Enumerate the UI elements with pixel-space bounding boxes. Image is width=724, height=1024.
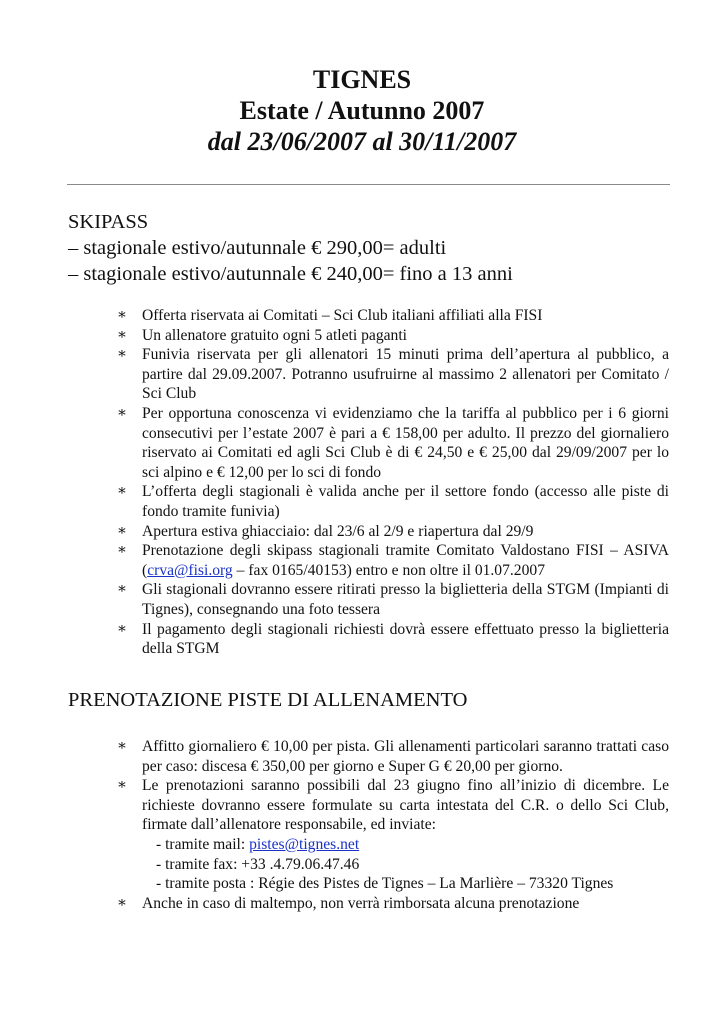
list-item: ∗ Un allenatore gratuito ogni 5 atleti paganti	[112, 326, 669, 346]
list-item: ∗ Per opportuna conoscenza vi evidenziamo che la tariffa al pubblico per i 6 giorni consecutivi per l’estate 2007 è pari a € 158,00 per adulto. Il prezzo del giornaliero riservato ai Comitati ed agli Sci Club è di € 24,50 e € 25,00 dal 29/09/2007 per lo sci alpino e € 12,00 per lo sci di fondo	[112, 404, 669, 482]
title-line-3: dal 23/06/2007 al 30/11/2007	[207, 127, 517, 156]
asterisk-bullet-icon: ∗	[116, 404, 128, 421]
asterisk-bullet-icon: ∗	[116, 620, 128, 637]
list-item: ∗ Offerta riservata ai Comitati – Sci Club italiani affiliati alla FISI	[112, 306, 669, 326]
list-item: ∗ Apertura estiva ghiacciaio: dal 23/6 al 2/9 e riapertura dal 29/9	[112, 522, 669, 542]
asterisk-bullet-icon: ∗	[116, 738, 128, 754]
contact-post-line: - tramite posta : Régie des Pistes de Tignes – La Marlière – 73320 Tignes	[156, 875, 614, 893]
list-item: ∗ Anche in caso di maltempo, non verrà rimborsata alcuna prenotazione	[112, 894, 669, 914]
asterisk-bullet-icon: ∗	[116, 346, 128, 363]
horizontal-divider	[67, 184, 670, 185]
list-item: ∗ Funivia riservata per gli allenatori 15 minuti prima dell’apertura al pubblico, a partire dal 29.09.2007. Potranno usufruirne al massimo 2 allenatori per Comitato / Sci Club	[112, 345, 669, 404]
list-item: ∗ Prenotazione degli skipass stagionali tramite Comitato Valdostano FISI – ASIVA (crva@fisi.org – fax 0165/40153) entro e non oltre il 01.07.2007	[112, 541, 669, 580]
asterisk-bullet-icon: ∗	[116, 581, 128, 598]
skipass-conditions-list	[112, 306, 669, 659]
asterisk-bullet-icon: ∗	[116, 522, 128, 539]
asterisk-bullet-icon: ∗	[116, 542, 128, 559]
title-line-2: Estate / Autunno 2007	[239, 96, 485, 125]
list-item: ∗ L’offerta degli stagionali è valida anche per il settore fondo (accesso alle piste di fondo tramite funivia)	[112, 482, 669, 521]
email-link-pistes[interactable]: pistes@tignes.net	[249, 835, 360, 853]
document-title	[0, 64, 724, 158]
skipass-price-adults: – stagionale estivo/autunnale € 290,00= adulti	[68, 237, 447, 259]
section-heading-piste: PRENOTAZIONE PISTE DI ALLENAMENTO	[68, 689, 468, 711]
piste-conditions-list	[112, 737, 669, 913]
list-item: ∗ Affitto giornaliero € 10,00 per pista. Gli allenamenti particolari saranno trattati caso per caso: discesa € 350,00 per giorno e Super G € 20,00 per giorno.	[112, 737, 669, 776]
email-link-crva[interactable]: crva@fisi.org	[147, 561, 233, 579]
title-line-1: TIGNES	[312, 65, 412, 94]
list-item: ∗ Gli stagionali dovranno essere ritirati presso la biglietteria della STGM (Impianti di Tignes), consegnando una foto tessera	[112, 580, 669, 619]
asterisk-bullet-icon: ∗	[116, 483, 128, 500]
contact-mail-line: - tramite mail: pistes@tignes.net	[156, 835, 360, 853]
contact-fax-line: - tramite fax: +33 .4.79.06.47.46	[156, 855, 360, 873]
asterisk-bullet-icon: ∗	[116, 777, 128, 794]
asterisk-bullet-icon: ∗	[116, 326, 128, 343]
skipass-price-children: – stagionale estivo/autunnale € 240,00= fino a 13 anni	[68, 263, 513, 285]
skipass-section	[68, 209, 688, 287]
asterisk-bullet-icon: ∗	[116, 307, 128, 323]
list-item: ∗ Il pagamento degli stagionali richiesti dovrà essere effettuato presso la biglietteria della STGM	[112, 620, 669, 659]
list-item: ∗ Le prenotazioni saranno possibili dal 23 giugno fino all’inizio di dicembre. Le richieste dovranno essere formulate su carta intestata del C.R. o dello Sci Club, firmate dall’allenatore responsabile, ed inviate: - tramite mail: pistes@tignes.net - tramite fax: +33 .4.79.06.47.46 - tramite posta : Régie des Pistes de Tignes – La Marlière – 73320 Tignes	[112, 776, 669, 894]
asterisk-bullet-icon: ∗	[116, 894, 128, 911]
skipass-heading: SKIPASS	[68, 211, 149, 233]
